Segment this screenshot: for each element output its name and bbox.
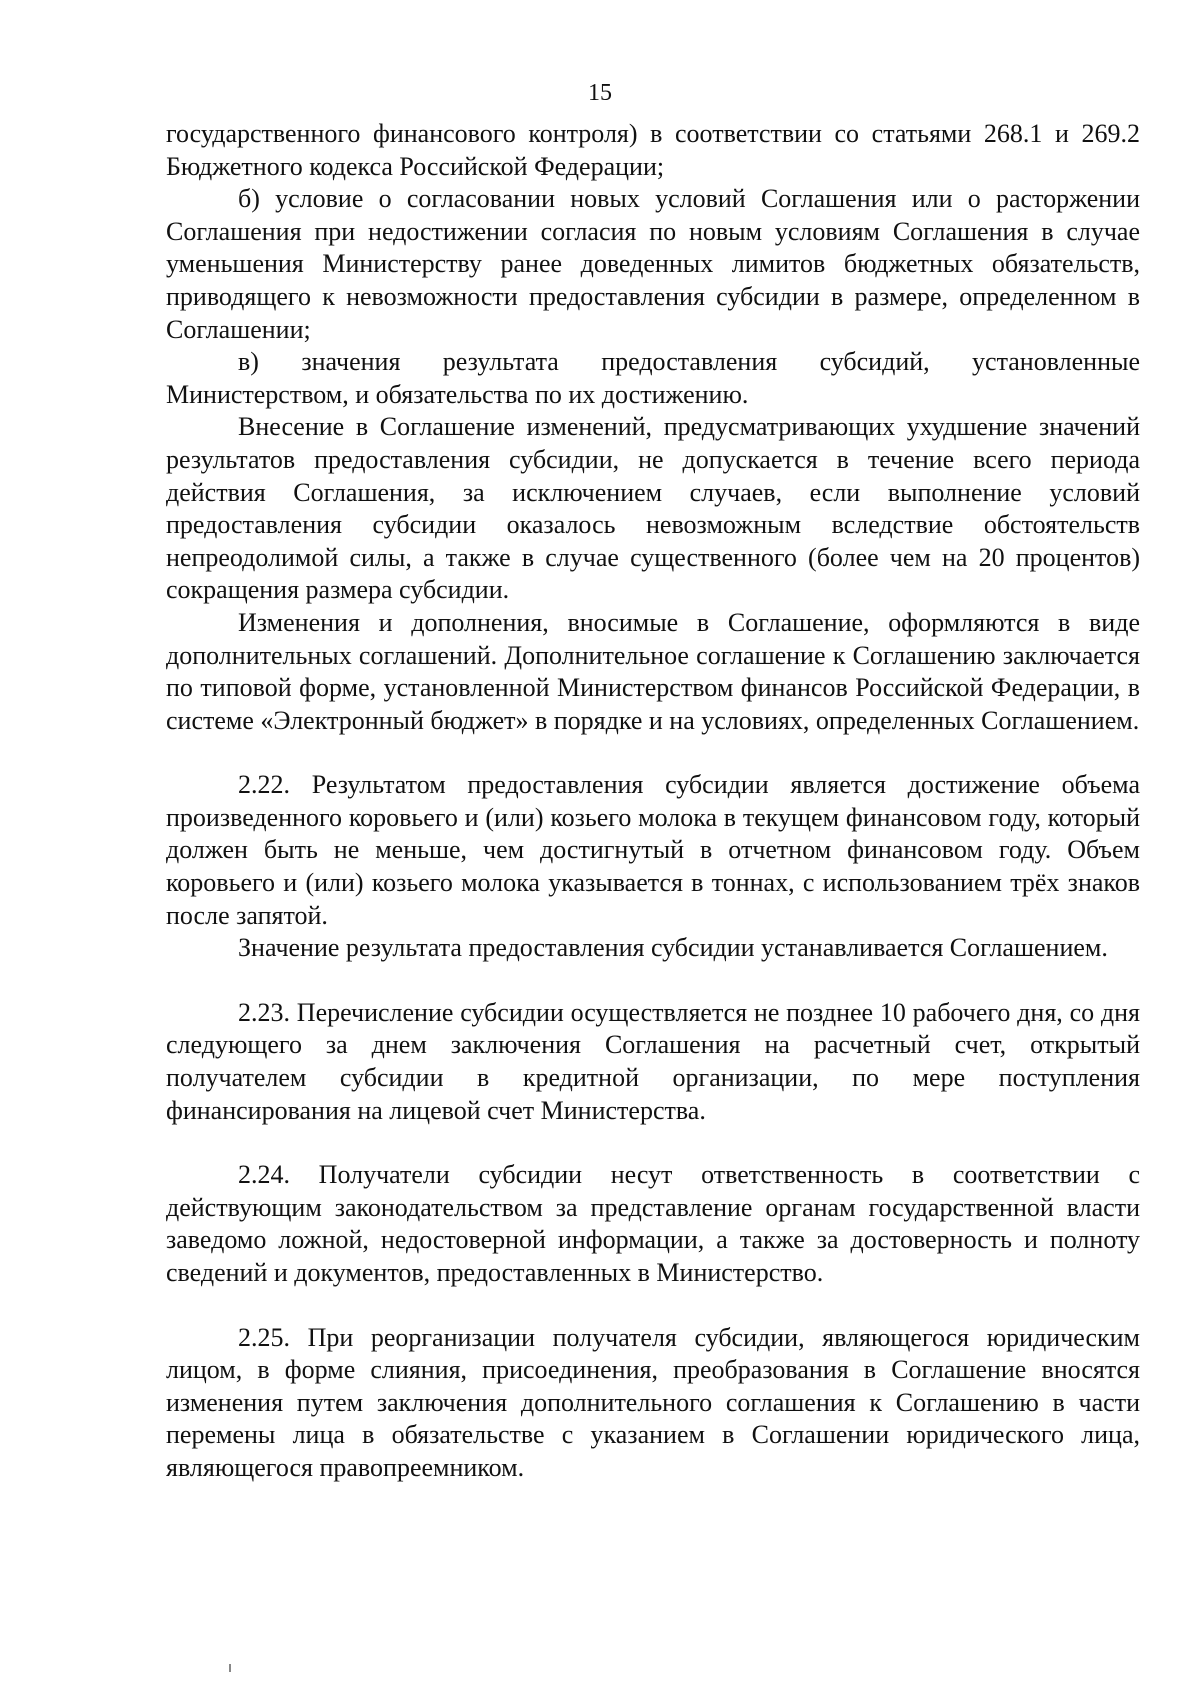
scan-artifact <box>229 1664 231 1672</box>
paragraph-continuation: государственного финансового контроля) в соответствии со статьями 268.1 и 269.2 Бюджетного кодекса Российской Федерации; <box>166 119 1140 181</box>
paragraph-2-22: 2.22. Результатом предоставления субсидии является достижение объема произведенного коровьего и (или) козьего молока в текущем финансовом году, который должен быть не меньше, чем достигнутый в отчетном финансовом году. Объем коровьего и (или) козьего молока указывается в тоннах, с использованием трёх знаков после запятой. <box>166 770 1140 930</box>
paragraph-additional-agreements: Изменения и дополнения, вносимые в Соглашение, оформляются в виде дополнительных соглашений. Дополнительное соглашение к Соглашению заключается по типовой форме, установленной Министерством финансов Российской Федерации, в системе «Электронный бюджет» в порядке и на условиях, определенных Соглашением. <box>166 607 1140 735</box>
document-body <box>166 118 1140 1485</box>
paragraph-item-b: б) условие о согласовании новых условий Соглашения или о расторжении Соглашения при недостижении согласия по новым условиям Соглашения в случае уменьшения Министерству ранее доведенных лимитов бюджетных обязательств, приводящего к невозможности предоставления субсидии в размере, определенном в Соглашении; <box>166 184 1140 344</box>
paragraph-item-v: в) значения результата предоставления субсидий, установленные Министерством, и обязательства по их достижению. <box>166 347 1140 409</box>
paragraph-result-value: Значение результата предоставления субсидии устанавливается Соглашением. <box>238 933 1108 963</box>
page-number: 15 <box>588 80 612 106</box>
paragraph-2-25: 2.25. При реорганизации получателя субсидии, являющегося юридическим лицом, в форме слияния, присоединения, преобразования в Соглашение вносятся изменения путем заключения дополнительного соглашения к Соглашению в части перемены лица в обязательстве с указанием в Соглашении юридического лица, являющегося правопреемником. <box>166 1322 1140 1482</box>
paragraph-amendment-restrictions: Внесение в Соглашение изменений, предусматривающих ухудшение значений результатов предоставления субсидии, не допускается в течение всего периода действия Соглашения, за исключением случаев, если выполнение условий предоставления субсидии оказалось невозможным вследствие обстоятельств непреодолимой силы, а также в случае существенного (более чем на 20 процентов) сокращения размера субсидии. <box>166 412 1140 605</box>
paragraph-2-24: 2.24. Получатели субсидии несут ответственность в соответствии с действующим законодательством за представление органам государственной власти заведомо ложной, недостоверной информации, а также за достоверность и полноту сведений и документов, предоставленных в Министерство. <box>166 1160 1140 1287</box>
paragraph-2-23: 2.23. Перечисление субсидии осуществляется не позднее 10 рабочего дня, со дня следующего за днем заключения Соглашения на расчетный счет, открытый получателем субсидии в кредитной организации, по мере поступления финансирования на лицевой счет Министерства. <box>166 997 1140 1125</box>
